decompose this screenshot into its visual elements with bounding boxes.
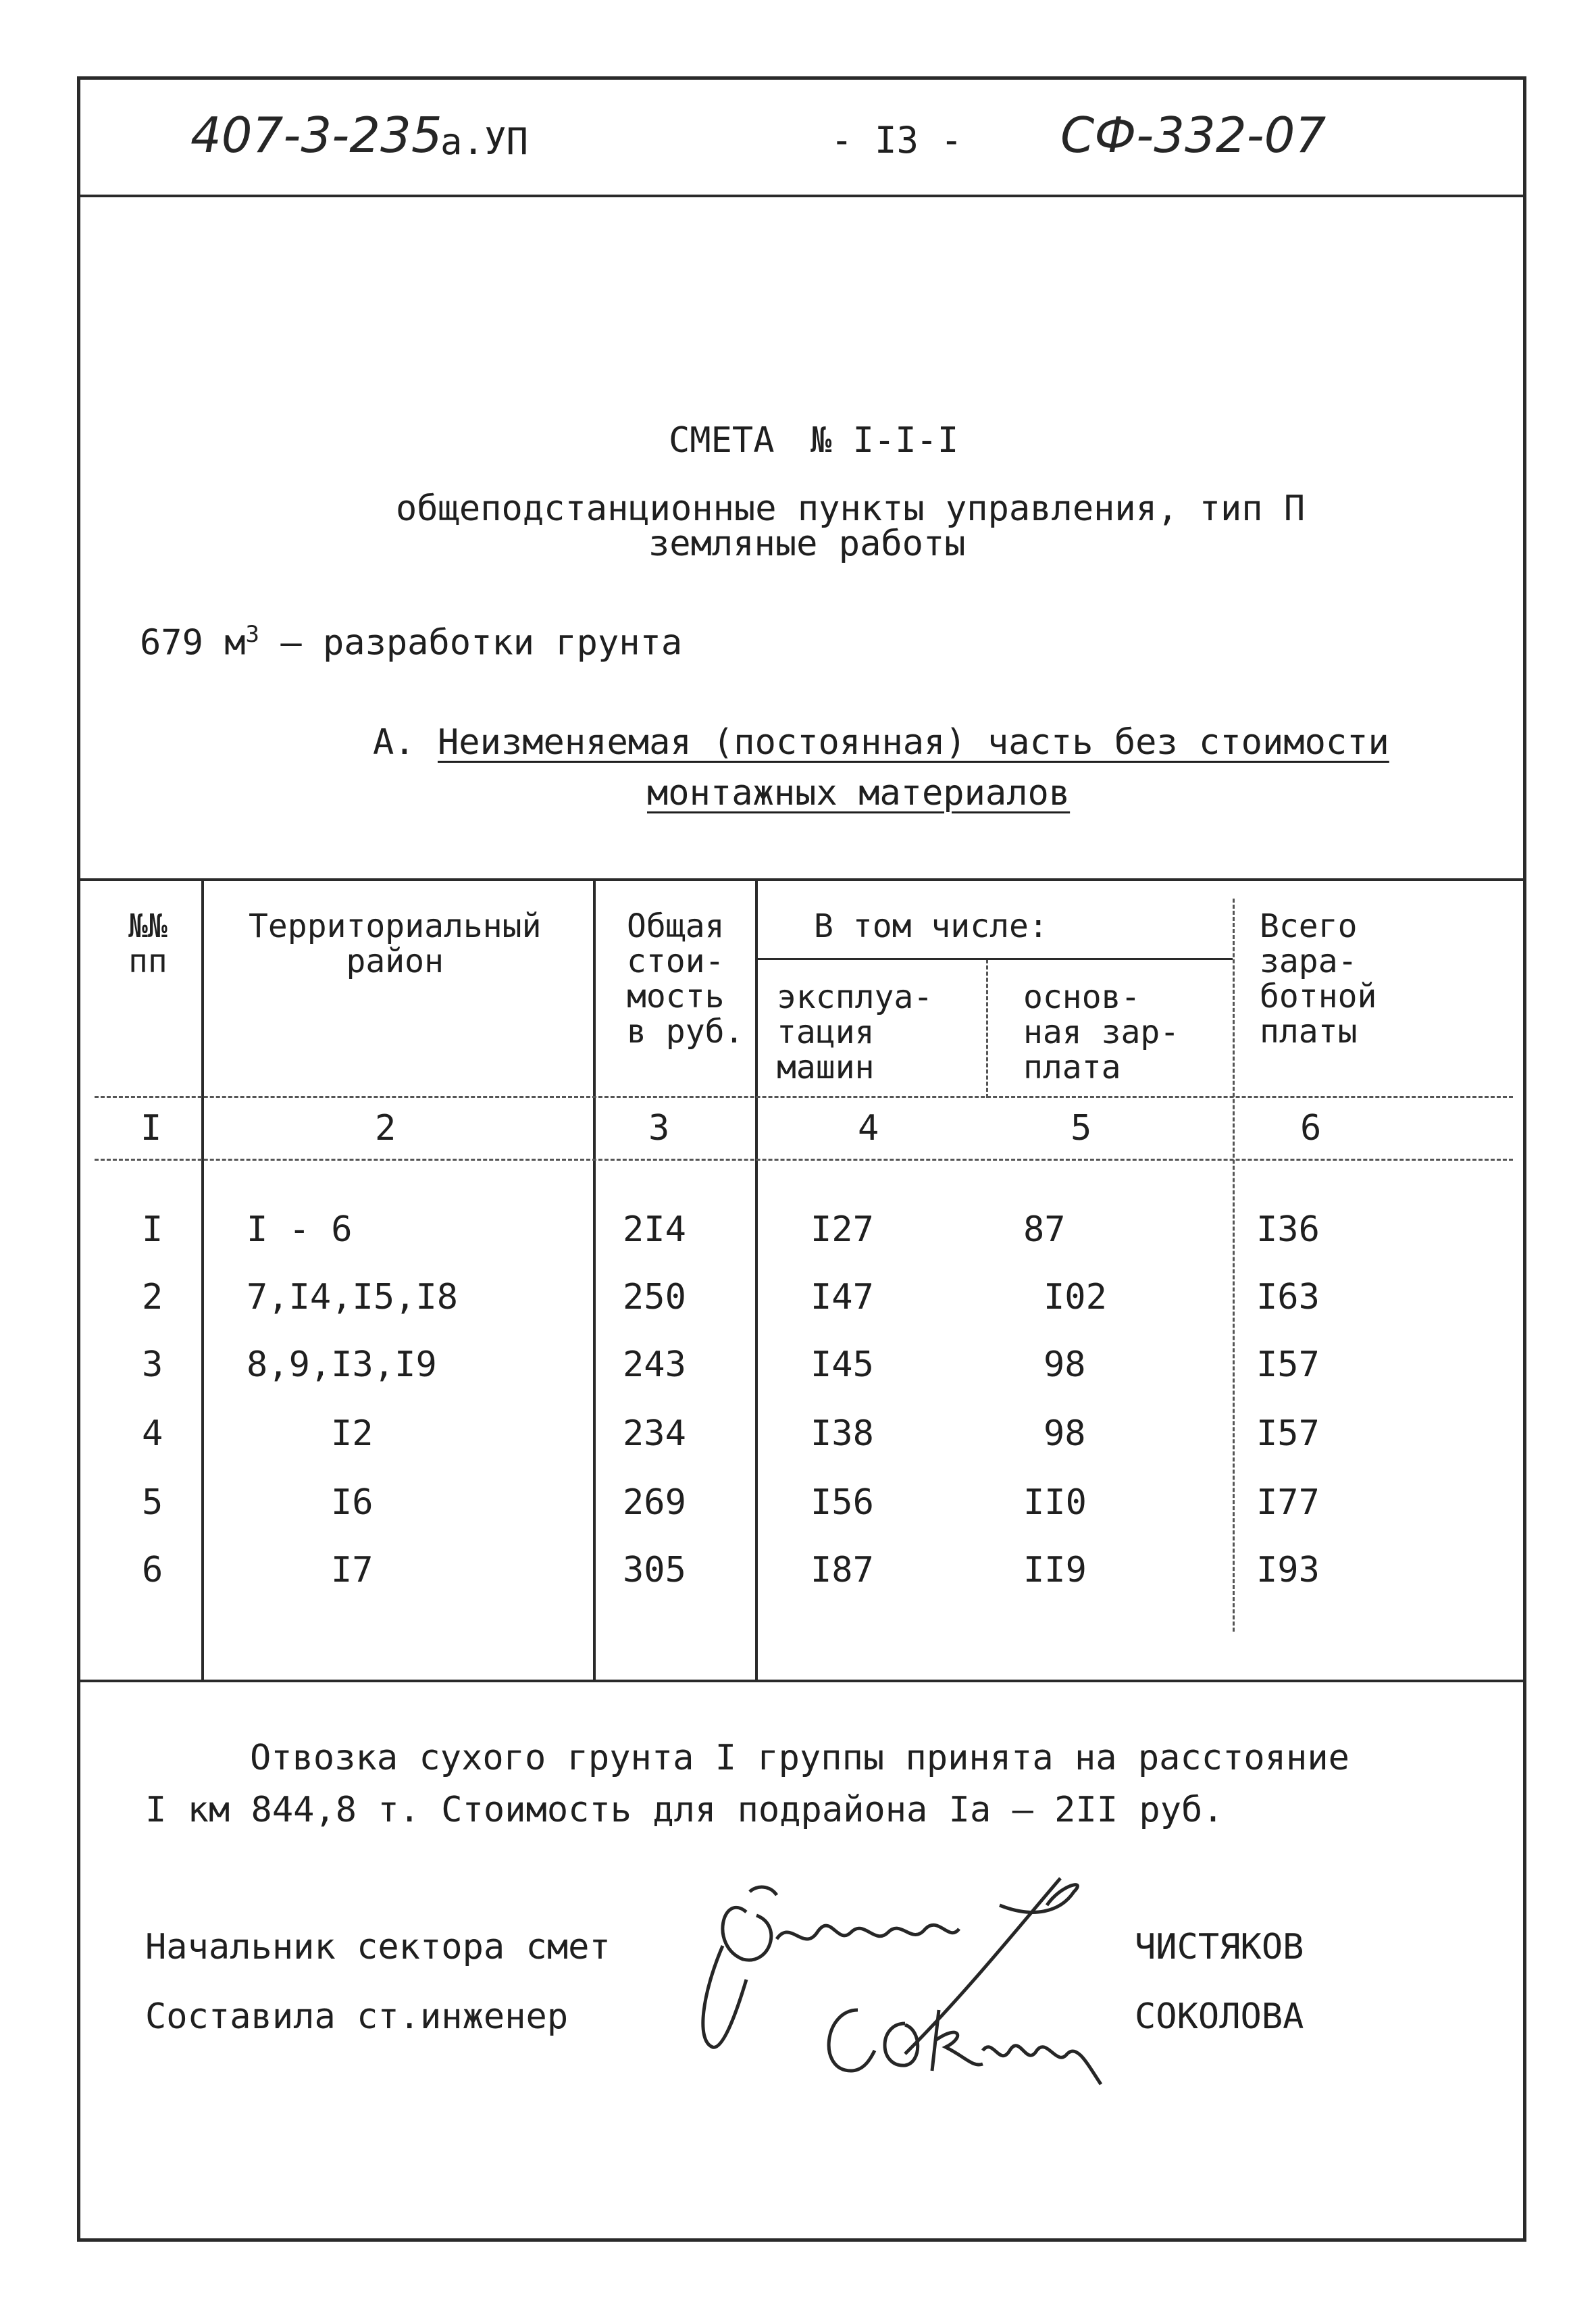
col-number-5: 5 (1071, 1108, 1092, 1149)
row-machines: I45 (810, 1344, 874, 1385)
row-num: 4 (142, 1413, 163, 1454)
row-wages: I57 (1256, 1413, 1320, 1454)
row-machines: I38 (810, 1413, 874, 1454)
subheader-line (756, 958, 1233, 960)
row-machines: I27 (810, 1209, 874, 1250)
row-num: 3 (142, 1344, 163, 1385)
row-region: I7 (331, 1550, 374, 1590)
row-num: 2 (142, 1277, 163, 1317)
row-salary: 87 (1023, 1209, 1066, 1250)
note-line-2: I км 844,8 т. Стоимость для подрайона Iа – 2II руб. (145, 1790, 1224, 1830)
row-region: I - 6 (247, 1209, 353, 1250)
row-machines: I47 (810, 1277, 874, 1317)
row-salary: II0 (1023, 1482, 1087, 1523)
table-col-divider-2 (593, 878, 596, 1680)
row-wages: I36 (1256, 1209, 1320, 1250)
header-region: Территориальный район (249, 907, 542, 980)
estimate-subtitle-2: земляные работы (648, 524, 966, 564)
row-region: 8,9,I3,I9 (247, 1344, 437, 1385)
signer-name-1: ЧИСТЯКОВ (1135, 1927, 1304, 1967)
table-bottom-border (77, 1680, 1526, 1682)
row-salary: I02 (1044, 1277, 1107, 1317)
table-col-divider-1 (201, 878, 204, 1680)
signer-role-1: Начальник сектора смет (145, 1927, 611, 1967)
col-number-4: 4 (858, 1108, 879, 1149)
row-machines: I56 (810, 1482, 874, 1523)
col-number-6: 6 (1300, 1108, 1322, 1149)
row-wages: I93 (1256, 1550, 1320, 1590)
row-wages: I77 (1256, 1482, 1320, 1523)
col-number-3: 3 (648, 1108, 670, 1149)
col-number-1: I (140, 1108, 162, 1149)
header-machines: эксплуа- тация машин (777, 978, 933, 1086)
volume-unit-exponent: 3 (245, 621, 260, 648)
header-separator (95, 1096, 1513, 1098)
header-wages: Всего зара- ботной платы (1260, 907, 1377, 1051)
table-col-divider-4 (986, 959, 988, 1098)
row-total: 243 (623, 1344, 686, 1385)
header-salary: основ- ная зар- плата (1023, 978, 1180, 1086)
row-region: 7,I4,I5,I8 (247, 1277, 459, 1317)
row-region: I2 (331, 1413, 374, 1454)
archive-code: СФ-332-07 (1060, 107, 1327, 164)
row-salary: II9 (1023, 1550, 1087, 1590)
table-col-divider-3 (755, 878, 758, 1680)
row-machines: I87 (810, 1550, 874, 1590)
row-total: 234 (623, 1413, 686, 1454)
row-region: I6 (331, 1482, 374, 1523)
estimate-number: № I-I-I (810, 420, 959, 461)
note-line-1: Отвозка сухого грунта I группы принята на расстояние (250, 1738, 1349, 1778)
handwritten-signature-2 (810, 1983, 1108, 2098)
header-num: №№ пп (128, 907, 168, 980)
row-wages: I63 (1256, 1277, 1320, 1317)
row-total: 305 (623, 1550, 686, 1590)
signer-name-2: СОКОЛОВА (1135, 1996, 1304, 2037)
row-salary: 98 (1044, 1344, 1086, 1385)
doc-code: 407-3-235 (190, 107, 442, 164)
signer-role-2: Составила ст.инженер (145, 1996, 569, 2037)
row-total: 250 (623, 1277, 686, 1317)
row-total: 2I4 (623, 1209, 686, 1250)
album-label: а.УП (440, 120, 529, 163)
colnum-separator (95, 1159, 1513, 1161)
table-top-border (77, 878, 1526, 881)
row-num: I (142, 1209, 163, 1250)
page-number: - I3 - (831, 119, 963, 161)
section-title-1: Неизменяемая (постоянная) часть без стоимости (438, 722, 1389, 763)
header-total: Общая стои- мость в руб. (627, 907, 744, 1051)
row-wages: I57 (1256, 1344, 1320, 1385)
volume-line (140, 623, 682, 661)
table-col-divider-5 (1233, 899, 1235, 1632)
section-title-2: монтажных материалов (647, 773, 1071, 813)
row-salary: 98 (1044, 1413, 1086, 1454)
estimate-subtitle-1: общеподстанционные пункты управления, тип П (396, 488, 1306, 529)
row-total: 269 (623, 1482, 686, 1523)
header-divider (77, 195, 1526, 197)
volume-value: 679 м (140, 622, 246, 663)
estimate-title: СМЕТА (669, 420, 775, 461)
header-incl: В том числе: (814, 907, 1048, 945)
col-number-2: 2 (375, 1108, 396, 1149)
volume-text: – разработки грунта (280, 622, 683, 663)
row-num: 5 (142, 1482, 163, 1523)
section-letter: А. (373, 722, 415, 763)
row-num: 6 (142, 1550, 163, 1590)
